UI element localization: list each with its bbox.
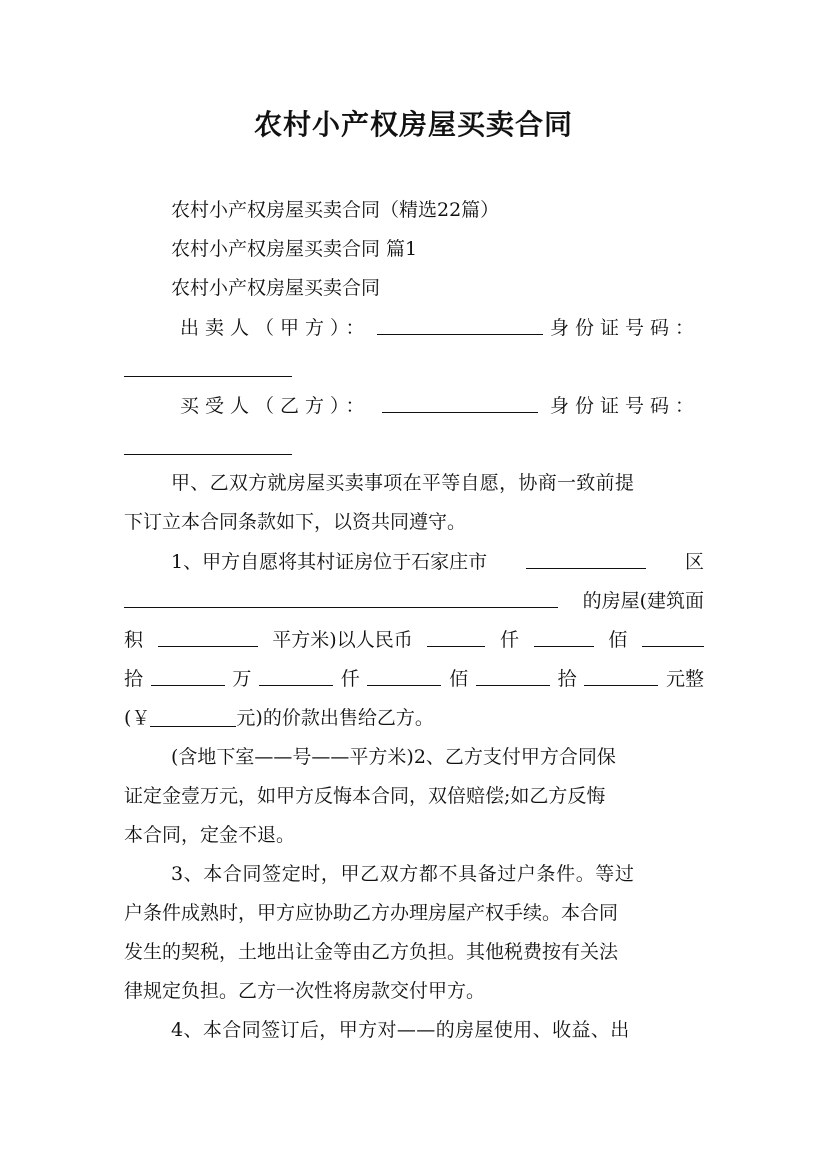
section-heading-line: 农村小产权房屋买卖合同 篇1 [171, 238, 418, 260]
paragraph-line: 下订立本合同条款如下，以资共同遵守。 [124, 511, 467, 533]
unit-label: 佰 [608, 629, 628, 651]
address-blank [124, 588, 558, 608]
clause-1-line-5 [124, 705, 704, 731]
amount-blank [150, 707, 236, 727]
unit-label: 万 [232, 668, 252, 690]
clause-3-line: 发生的契税，土地出让金等由乙方负担。其他税费按有关法 [124, 941, 619, 963]
currency-prefix: (￥ [124, 707, 151, 729]
buyer-label: 买受人（乙方）： [180, 395, 371, 417]
unit-label: 仟 [500, 629, 520, 651]
price-blank [476, 666, 550, 686]
district-blank [526, 549, 646, 569]
seller-id-blank-line [124, 355, 704, 381]
clause-3-line: 律规定负担。乙方一次性将房款交付甲方。 [124, 980, 486, 1002]
price-blank [367, 666, 441, 686]
clause-2-line: 证定金壹万元，如甲方反悔本合同，双倍赔偿;如乙方反悔 [124, 785, 606, 807]
price-label: 平方米)以人民币 [272, 629, 413, 651]
buyer-id-label: 身份证号码： [549, 395, 700, 417]
district-label: 区 [684, 551, 704, 573]
clause-2-line: 本合同，定金不退。 [124, 824, 296, 846]
document-title: 农村小产权房屋买卖合同 [253, 108, 573, 141]
unit-label: 佰 [449, 668, 469, 690]
seller-line [180, 315, 700, 341]
clause-1-line-2 [124, 588, 704, 614]
clause-3-line: 户条件成熟时，甲方应协助乙方办理房屋产权手续。本合同 [124, 902, 619, 924]
unit-label: 仟 [340, 668, 360, 690]
clause-1-text: 1、甲方自愿将其村证房位于石家庄市 [171, 551, 488, 573]
contract-name-line: 农村小产权房屋买卖合同 [171, 277, 381, 299]
price-blank [534, 627, 594, 647]
house-area-label: 的房屋(建筑面 [582, 590, 704, 612]
price-blank [259, 666, 333, 686]
paragraph-line: 甲、乙双方就房屋买卖事项在平等自愿，协商一致前提 [171, 472, 635, 494]
seller-id-blank [124, 357, 292, 377]
price-blank [642, 627, 704, 647]
subtitle-line: 农村小产权房屋买卖合同（精选22篇） [171, 199, 500, 221]
buyer-id-blank [124, 435, 292, 455]
unit-label: 拾 [124, 668, 144, 690]
unit-label: 拾 [557, 668, 577, 690]
clause-1-line [171, 549, 704, 575]
clause-4-line: 4、本合同签订后，甲方对——的房屋使用、收益、出 [171, 1019, 630, 1041]
buyer-id-blank-line [124, 433, 704, 459]
sale-text: 元)的价款出售给乙方。 [236, 707, 434, 729]
area-blank [158, 627, 258, 647]
price-blank [151, 666, 225, 686]
seller-name-blank [377, 315, 543, 335]
seller-id-label: 身份证号码： [549, 317, 700, 339]
buyer-line [180, 393, 700, 419]
price-blank [427, 627, 485, 647]
clause-3-line: 3、本合同签定时，甲乙双方都不具备过户条件。等过 [171, 863, 635, 885]
price-blank [584, 666, 658, 686]
buyer-name-blank [382, 393, 538, 413]
unit-label: 元整 [665, 668, 704, 690]
clause-1-line-4 [124, 666, 704, 692]
area-prefix: 积 [124, 629, 144, 651]
clause-2-line: (含地下室——号——平方米)2、乙方支付甲方合同保 [171, 746, 616, 768]
seller-label: 出卖人（甲方）： [180, 317, 371, 339]
clause-1-line-3 [124, 627, 704, 653]
